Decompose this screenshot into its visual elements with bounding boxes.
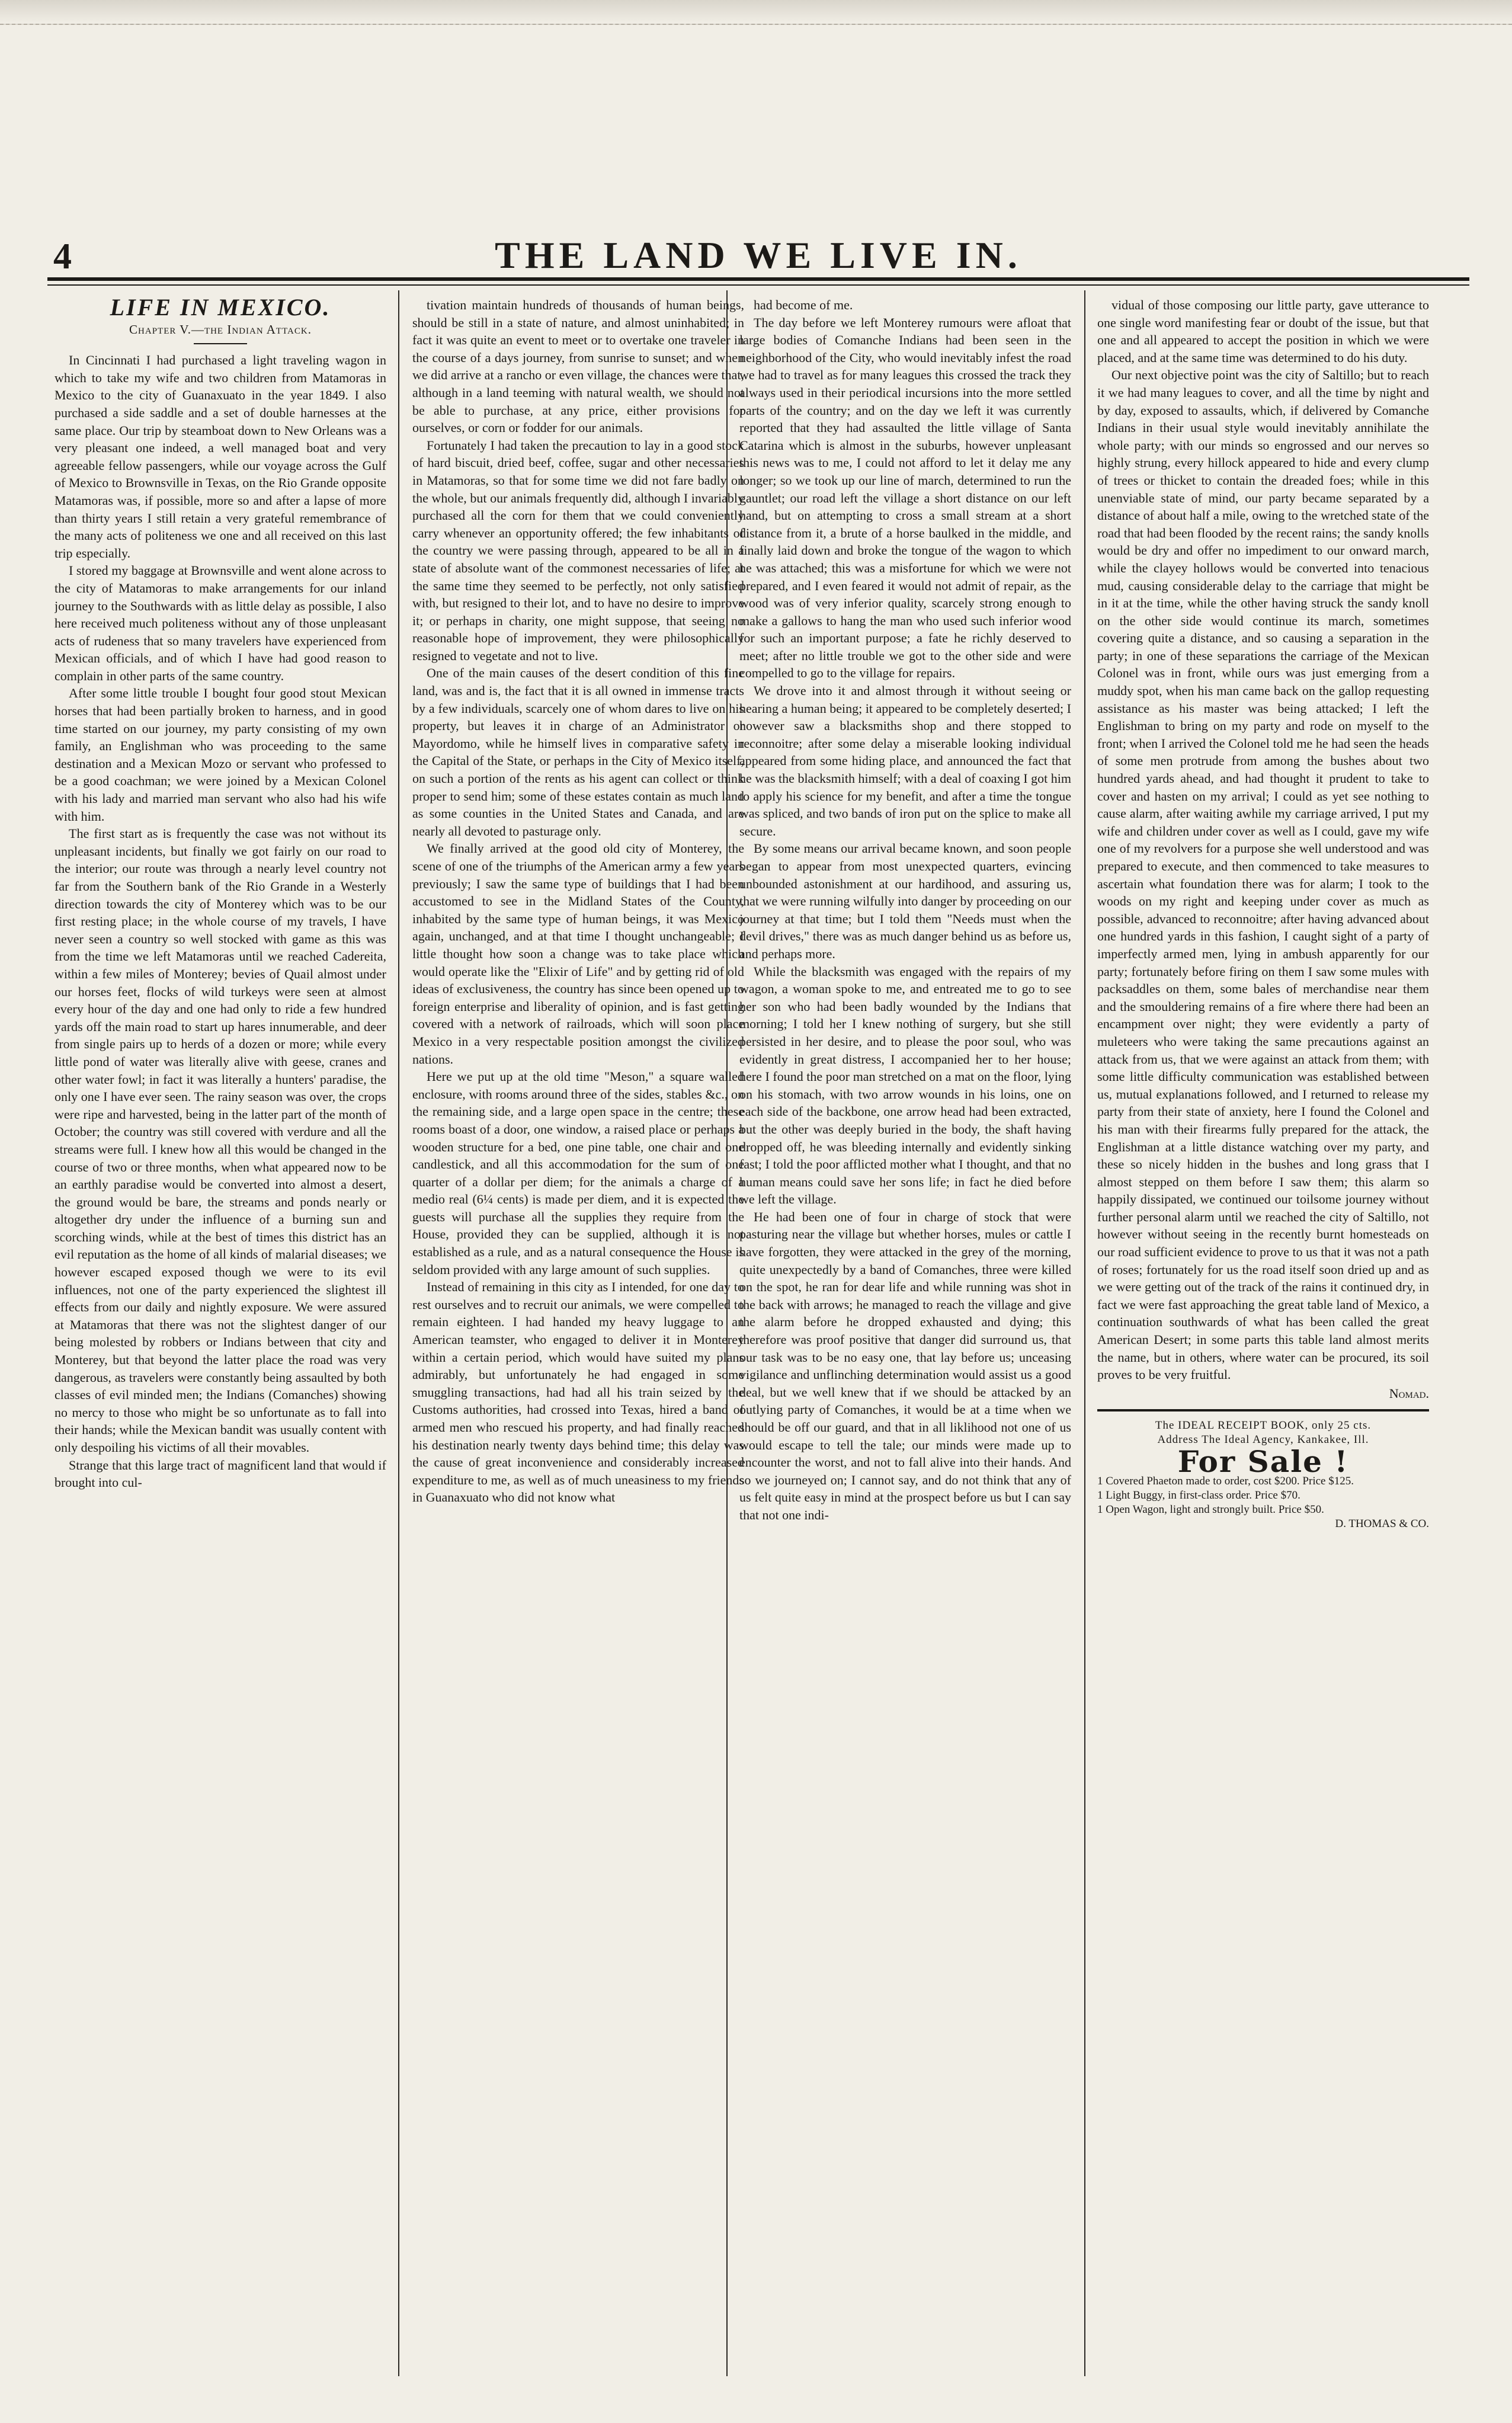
- column-body: [1097, 296, 1429, 1384]
- article-paragraph: While the blacksmith was engaged with the repairs of my wagon, a woman spoke to me, and entreated me to go to see her son who had been badly wounded by the Indians that morning; I told her I knew nothing of surgery, but she still persisted in her desire, and to please the poor soul, who was evidently in great distress, I accompanied her to her house; here I found the poor man stretched on a mat on the floor, lying on his stomach, with two arrow wounds in his loins, one on each side of the backbone, one arrow head had been extracted, but the other was deeply buried in the body, the shaft having dropped off, he was bleeding internally and evidently sinking fast; I told the poor afflicted mother what I thought, and that no human means could save her sons life; in fact he died before we left the village.: [739, 964, 1071, 1207]
- article-paragraph: The day before we left Monterey rumours were afloat that large bodies of Comanche Indians had been seen in the neighborhood of the City, who would inevitably infest the road we had to travel as for many leagues this crossed the track they always used in their periodical incursions into the more settled parts of the country; and on the day we left it was currently reported that they had assaulted the little village of Santa Catarina which is almost in the suburbs, however unpleasant this news was to me, I could not afford to let it delay me any longer; so we took up our line of march, determined to run the gauntlet; our road left the village a short distance on our left hand, but on attempting to cross a small stream at a short distance from it, a brute of a horse baulked in the middle, and finally laid down and broke the tongue of the wagon to which he was attached; this was a misfortune for which we were not prepared, and I even feared it would not admit of repair, as the wood was of very inferior quality, scarcely strong enough to make a gallows to hang the man who used such inferior wood for such an important purpose; a fate he richly deserved to meet; after no little trouble we got to the other side and were compelled to go to the village for repairs.: [739, 315, 1071, 681]
- torn-page-edge: [0, 0, 1512, 25]
- article-paragraph: tivation maintain hundreds of thousands of human beings, should be still in a state of nature, and almost uninhabited; in fact it was quite an event to meet or to overtake one traveler in the course of a days journey, from sunrise to sunset; and when we did arrive at a rancho or even village, the chances were that, although in a land teeming with natural wealth, we should not be able to purchase, at any price, either provisions for ourselves, or corn or fodder for our animals.: [412, 297, 744, 436]
- article-paragraph: We finally arrived at the good old city of Monterey, the scene of one of the triumphs of the American army a few years previously; I saw the same type of buildings that I had been accustomed to see in the Midland States of the County, inhabited by the same type of human beings, it was Mexico again, unchanged, and at that time I thought unchangeable; I little thought how soon a change was to take place which would operate like the "Elixir of Life" and by getting rid of old ideas of exclusiveness, the country has since been opened up to foreign enterprise and liberality of opinion, and is fast getting covered with a network of railroads, which will soon place Mexico in a very respectable position amongst the civilized nations.: [412, 841, 744, 1067]
- column-divider: [398, 290, 399, 2376]
- column-body: [739, 296, 1071, 1524]
- ad-line: Address The Ideal Agency, Kankakee, Ill.: [1157, 1433, 1369, 1446]
- masthead: [47, 231, 1469, 279]
- page-number: 4: [53, 236, 72, 277]
- sale-item: 1 Covered Phaeton made to order, cost $200. Price $125.: [1097, 1475, 1354, 1487]
- article-paragraph: I stored my baggage at Brownsville and went alone across to the city of Matamoras to make arrangements for our inland journey to the Southwards with as little delay as possible, I also here received much politeness without any of those unpleasant acts of rudeness that so many travelers have experienced from Mexican officials, and of which I have had good reason to complain in other parts of the same country.: [55, 563, 386, 683]
- column-2: [412, 296, 744, 2382]
- for-sale-heading: For Sale !: [1177, 1444, 1349, 1480]
- article-paragraph: By some means our arrival became known, and soon people began to appear from most unexpected quarters, evincing unbounded astonishment at our hardihood, and assuring us, that we were running wilfully into danger by proceeding on our journey at that time; but I told them "Needs must when the devil drives," there was as much danger behind us as before us, and perhaps more.: [739, 841, 1071, 961]
- column-body: [55, 351, 386, 1491]
- article-paragraph: Strange that this large tract of magnificent land that would if brought into cul-: [55, 1457, 386, 1490]
- masthead-rule-thin: [47, 284, 1469, 286]
- sale-item: 1 Light Buggy, in first-class order. Price $70.: [1097, 1489, 1300, 1502]
- article-paragraph: In Cincinnati I had purchased a light traveling wagon in which to take my wife and two children from Matamoras in Mexico to the city of Guanaxuato in the year 1849. I also purchased a side saddle and a set of double harnesses at the same place. Our trip by steamboat down to New Orleans was a very pleasant one indeed, a well managed boat and very agreeable fellow passengers, while our voyage across the Gulf of Mexico to Brownsville in Texas, on the Rio Grande opposite Matamoras was, if possible, more so and after a lapse of more than thirty years I still retain a very grateful remembrance of the many acts of politeness we one and all received on this last trip especially.: [55, 353, 386, 561]
- ad-line: The IDEAL RECEIPT BOOK, only 25 cts.: [1155, 1419, 1372, 1432]
- article-paragraph: One of the main causes of the desert condition of this fine land, was and is, the fact that it is all owned in immense tracts by a few individuals, scarcely one of whom dares to live on his property, but leaves it in charge of an Administrator or Mayordomo, while he himself lives in comparative safety in the Capital of the State, or perhaps in the City of Mexico itself, on such a portion of the rents as his agent can collect or think proper to send him; some of these estates contain as much land as some counties in the United States and Canada, and are nearly all devoted to pasturage only.: [412, 665, 744, 838]
- article-signature: Nomad.: [1389, 1385, 1429, 1401]
- receipt-book-ad: [1097, 1419, 1429, 1447]
- column-divider: [1084, 290, 1085, 2376]
- column-4: [1097, 296, 1429, 2382]
- article-paragraph: Instead of remaining in this city as I intended, for one day to rest ourselves and to recruit our animals, we were compelled to remain eighteen. I had handed my heavy luggage to an American teamster, who engaged to deliver it in Monterey within a certain period, which would have suited my plans admirably, but unfortunately he had engaged in some smuggling transactions, had had all his train seized by the Customs authorities, had crossed into Texas, hired a band of armed men who rescued his property, and had finally reached his destination nearly twenty days behind time; this delay was the cause of great inconvenience and considerably increased expenditure to me, as well as of much uneasiness to my friends in Guanaxuato who did not know what: [412, 1279, 744, 1505]
- column-body: [412, 296, 744, 1506]
- masthead-rule: [47, 277, 1469, 281]
- journal-title: THE LAND WE LIVE IN.: [495, 234, 1022, 276]
- article-paragraph: vidual of those composing our little party, gave utterance to one single word manifesting fear or doubt of the issue, but that one and all appeared to accept the position in which we were placed, and at the same time was determined to do his duty.: [1097, 297, 1429, 365]
- article-paragraph: Fortunately I had taken the precaution to lay in a good stock of hard biscuit, dried beef, coffee, sugar and other necessaries in Matamoras, so that for some time we did not fare badly on the whole, but our animals frequently did, although I invariably purchased all the corn for them that we could conveniently carry whenever an opportunity offered; the few inhabitants of the country we were passing through, appeared to be all in a state of absolute want of the commonest necessaries of life; at the same time they seemed to be perfectly, not only satisfied with, but resigned to their lot, and to have no desire to improve it; or perhaps in charity, one might suppose, that seeing no reasonable hope of improvement, they were philosophically resigned to vegetate and not to live.: [412, 437, 744, 663]
- article-paragraph: Our next objective point was the city of Saltillo; but to reach it we had many leagues to cover, and all the time by night and by day, exposed to assaults, which, if delivered by Comanche Indians in their usual style would inevitably annihilate the whole party; with our minds so engrossed and our nerves so highly strung, every hillock appeared to hide and every clump of trees or thicket to contain the dreaded foes; while in this unenviable state of mind, our party became separated by a distance of about half a mile, owing to the wretched state of the road that had been flooded by the recent rains; the sandy knolls would be dry and offer no impediment to our onward march, while the clayey hollows would be converted into tenacious mud, causing considerable delay to the carriage that might be in it at the time, while the other having struck the sandy knoll on the other side would continue its march, sometimes covering quite a distance, and so causing a separation in the party; in one of these separations the carriage of the Mexican Colonel was in front, while ours was just emerging from a muddy spot, when his man came back on the gallop requesting assistance as his master was being attacked; I left the Englishman to bring on my party and rode on myself to the front; when I arrived the Colonel told me he had seen the heads of some men protrude from among the bushes about two hundred yards ahead, and had thought it prudent to take to cover and hasten on my arrival; I could as yet see nothing to cause alarm, after waiting awhile my carriage arrived, I put my wife and children under cover as well as I could, gave my wife one of my revolvers for a purpose she well understood and was prepared to execute, and then commenced to take measures to ascertain what foundation there was for alarm; I took to the woods on my right and keeping under cover as much as possible, advanced to reconnoitre; after having advanced about one hundred yards in this fashion, I caught sight of a party of imperfectly armed men, lying in ambush apparently for our party; fortunately before firing on them I saw some mules with packsaddles on them, some bales of merchandise near them and the smouldering remains of a fire where there had been an encampment over night; they were evidently a party of muleteers who were taking the same precautions against an attack from us, that we were against an attack from them; with some little difficulty communication was established between us, mutual explanations followed, and I returned to release my party from their state of anxiety, here I found the Colonel and his man with their firearms fully prepared for the attack, the Englishman at a little distance watching over my party, and these so nicely hidden in the bushes and long grass that I almost stepped on them before I saw them; this alarm so happily dissipated, we continued our toilsome journey without further personal alarm until we reached the city of Saltillo, not however without seeing in the recently burnt homesteads on our road sufficient evidence to prove to us that it was not a path of roses; fortunately for us the road itself soon dried up and as we were getting out of the track of the rains it continued dry, in fact we were fast approaching the great table land of Mexico, a continuation southwards of what has been called the great American Desert; in some parts this table land almost merits the name, but in others, where water can be procured, its soil proves to be very fruitful.: [1097, 367, 1429, 1382]
- article-title: LIFE IN MEXICO.: [110, 296, 331, 321]
- chapter-heading: Chapter V.—the Indian Attack.: [129, 322, 312, 337]
- article-paragraph: had become of me.: [754, 297, 853, 312]
- article-paragraph: He had been one of four in charge of stock that were pasturing near the village but whether horses, mules or cattle I have forgotten, they were attacked in the grey of the morning, quite unexpectedly by a band of Comanches, three were killed on the spot, he ran for dear life and while running was shot in the back with arrows; he managed to reach the village and give the alarm before he dropped exhausted and dying; this therefore was proof positive that danger did surround us, that our task was to be no easy one, that lay before us; unceasing vigilance and unflinching determination would assist us a good deal, but we well knew that if we should be attacked by an outlying party of Comanches, it would be at a time when we should be off our guard, and that in all liklihood not one of us would escape to tell the tale; our minds were made up to encounter the worst, and not to fall alive into their hands. And so we journeyed on; I cannot say, and do not think that any of us felt quite easy in mind at the prospect before us but I can say that not one indi-: [739, 1209, 1071, 1522]
- article-end-rule: [1097, 1409, 1429, 1411]
- article-paragraph: Here we put up at the old time "Meson," a square walled enclosure, with rooms around three of the sides, stables &c., on the remaining side, and a large open space in the centre; these rooms boast of a door, one window, a raised place or perhaps a wooden structure for a bed, one pine table, one chair and one candlestick, and all this accommodation for the sum of one quarter of a dollar per diem; for the animals a charge of a medio real (6¼ cents) is made per diem, and it is expected the guests will purchase all the supplies they require from the House, provided they can be supplied, although it is not established as a rule, and as a natural consequence the House is seldom provided with any large amount of such supplies.: [412, 1069, 744, 1277]
- heading-rule: [194, 343, 247, 344]
- article-paragraph: After some little trouble I bought four good stout Mexican horses that had been partially broken to harness, and in good time started on our journey, my party consisting of my own family, an Englishman who was proceeding to the same destination and a Mexican Mozo or servant who professed to be a good coachman; we were joined by a Mexican Colonel with his lady and married man servant who also had his wife with him.: [55, 686, 386, 824]
- sale-item: 1 Open Wagon, light and strongly built. Price $50.: [1097, 1503, 1324, 1516]
- column-1: [55, 296, 386, 2382]
- seller-name: D. THOMAS & CO.: [1335, 1518, 1429, 1530]
- article-paragraph: The first start as is frequently the case was not without its unpleasant incidents, but finally we got fairly on our road to the interior; our route was through a nearly level country not far from the Southern bank of the Rio Grande in a Westerly direction towards the city of Monterey which was to be our first resting place; in the whole course of my travels, I have never seen a country so well stocked with game as this was from the time we left Matamoras until we reached Cadereita, within a few miles of Monterey; bevies of Quail almost under our horses feet, flocks of wild turkeys were seen at almost every hour of the day and one had only to ride a few hundred yards off the main road to start up hares innumerable, and deer from single pairs up to herds of a dozen or more; while every little pond of water was literally alive with geese, cranes and other water fowl; in fact it was literally a hunters' paradise, the only one I have ever seen. The rainy season was over, the crops were ripe and harvested, being in the latter part of the month of October; the country was still covered with verdure and all the streams were full. I knew how all this would be changed in the course of two or three months, when what appeared now to be an earthly paradise would be converted into almost a desert, the ground would be bare, the streams and ponds nearly or altogether dry under the influence of a burning sun and scorching winds, while at the best of times this district has an evil reputation as the home of all kinds of malarial diseases; we however escaped exposed though we were to its evil influences, not one of the party experienced the slightest ill effects from our daily and nightly exposure. We were assured at Matamoras that there was not the slightest danger of our being molested by robbers or Indians between that city and Monterey, but that beyond the latter place the road was very dangerous, as travelers were constantly being assaulted by both classes of evil minded men; the Indians (Comanches) showing no mercy to those who might be so unfortunate as to fall into their hands; while the Mexican bandit was usually content with only despoiling his victims of all their movables.: [55, 826, 386, 1455]
- article-paragraph: We drove into it and almost through it without seeing or hearing a human being; it appeared to be completely deserted; I however saw a blacksmiths shop and there stopped to reconnoitre; after some delay a miserable looking individual appeared from some hiding place, and announced the fact that he was the blacksmith himself; with a deal of coaxing I got him to apply his science for my benefit, and after a time the tongue was spliced, and two bands of iron put on the splice to make all secure.: [739, 683, 1071, 838]
- column-3: [739, 296, 1071, 2382]
